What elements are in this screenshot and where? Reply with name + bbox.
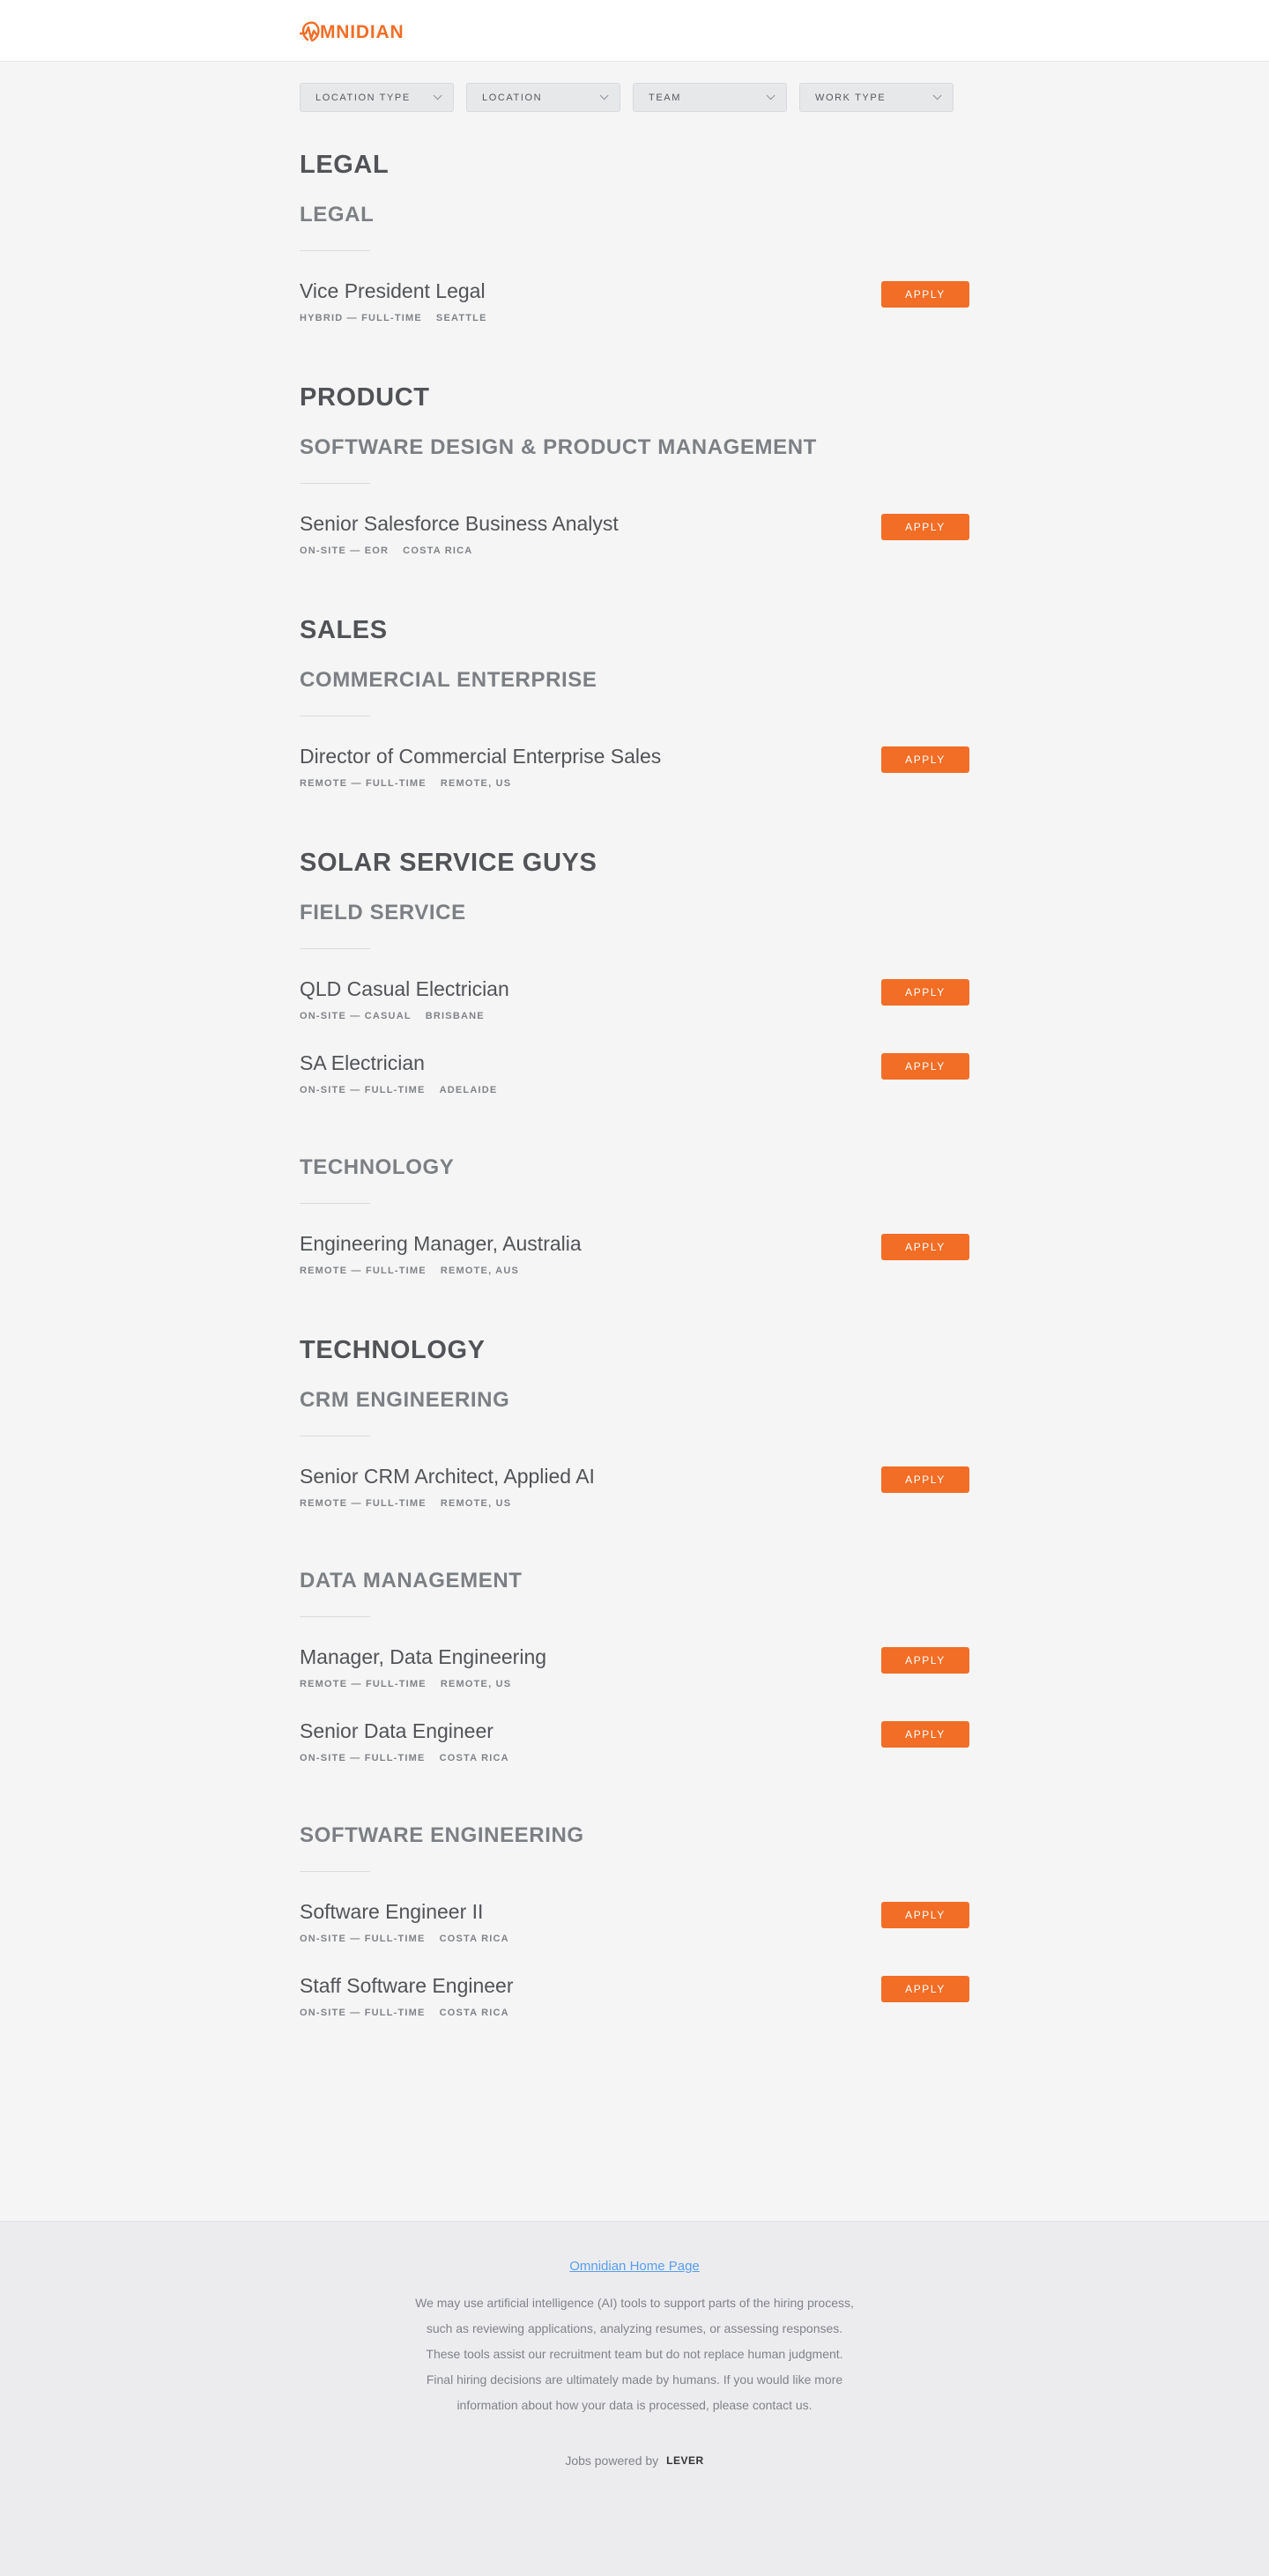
- job-categories: [300, 2008, 969, 2018]
- department-title: SOLAR SERVICE GUYS: [300, 849, 597, 877]
- apply-button[interactable]: APPLY: [881, 1053, 969, 1080]
- job-posting: [300, 1647, 969, 1721]
- job-categories: [300, 778, 969, 789]
- team-software-engineering: [300, 1825, 969, 2050]
- apply-button[interactable]: APPLY: [881, 1234, 969, 1260]
- job-title-link[interactable]: Senior CRM Architect, Applied AI: [300, 1465, 595, 1488]
- job-location: REMOTE, US: [440, 778, 512, 789]
- job-posting: [300, 1902, 969, 1976]
- job-location: COSTA RICA: [439, 2008, 509, 2018]
- filter-work-type[interactable]: [799, 83, 954, 112]
- lever-logo[interactable]: LEVER: [666, 2454, 704, 2467]
- job-posting: [300, 1234, 969, 1308]
- chevron-down-icon: [767, 91, 776, 100]
- job-categories: [300, 1085, 969, 1095]
- team-technology: [300, 1157, 969, 1308]
- job-title-link[interactable]: Vice President Legal: [300, 279, 486, 302]
- job-title-link[interactable]: Staff Software Engineer: [300, 1974, 514, 1997]
- job-categories: [300, 1266, 969, 1276]
- job-commitment: REMOTE — FULL-TIME: [300, 1498, 427, 1509]
- job-commitment: ON-SITE — FULL-TIME: [300, 1085, 426, 1095]
- top-bar: [0, 0, 1269, 62]
- job-categories: [300, 1011, 969, 1021]
- team-divider: [300, 948, 370, 949]
- filter-label: LOCATION: [482, 92, 543, 103]
- job-commitment: REMOTE — FULL-TIME: [300, 778, 427, 789]
- team-software-design: [300, 437, 969, 588]
- team-title: SOFTWARE ENGINEERING: [300, 1823, 584, 1847]
- job-commitment: REMOTE — FULL-TIME: [300, 1266, 427, 1276]
- team-divider: [300, 1203, 370, 1204]
- job-title-link[interactable]: SA Electrician: [300, 1051, 425, 1074]
- apply-button[interactable]: APPLY: [881, 1466, 969, 1493]
- job-posting: [300, 746, 969, 820]
- chevron-down-icon: [600, 91, 609, 100]
- job-commitment: ON-SITE — EOR: [300, 546, 390, 556]
- apply-button[interactable]: APPLY: [881, 514, 969, 540]
- team-title: COMMERCIAL ENTERPRISE: [300, 668, 597, 692]
- department-solar-service-guys: [300, 850, 969, 1308]
- job-posting: [300, 1466, 969, 1540]
- team-divider: [300, 483, 370, 484]
- apply-button[interactable]: APPLY: [881, 1902, 969, 1928]
- job-location: REMOTE, US: [440, 1679, 512, 1689]
- filter-label: TEAM: [649, 92, 681, 103]
- job-title-link[interactable]: Director of Commercial Enterprise Sales: [300, 745, 662, 768]
- team-data-management: [300, 1570, 969, 1795]
- job-location: COSTA RICA: [439, 1934, 509, 1944]
- job-posting: [300, 514, 969, 588]
- job-commitment: REMOTE — FULL-TIME: [300, 1679, 427, 1689]
- filter-location-type[interactable]: [300, 83, 454, 112]
- team-field-service: [300, 902, 969, 1127]
- job-title-link[interactable]: Software Engineer II: [300, 1900, 484, 1923]
- job-posting: [300, 1721, 969, 1795]
- apply-button[interactable]: APPLY: [881, 979, 969, 1006]
- job-posting: [300, 1976, 969, 2050]
- team-divider: [300, 1616, 370, 1617]
- job-commitment: ON-SITE — CASUAL: [300, 1011, 412, 1021]
- job-location: REMOTE, US: [440, 1498, 512, 1509]
- job-commitment: ON-SITE — FULL-TIME: [300, 2008, 426, 2018]
- filter-team[interactable]: [633, 83, 787, 112]
- job-categories: [300, 1934, 969, 1944]
- job-location: COSTA RICA: [439, 1753, 509, 1763]
- team-commercial-enterprise: [300, 670, 969, 820]
- ai-notice: We may use artificial intelligence (AI) tools to support parts of the hiring process, such as reviewing applications, analyzing resumes, or assessing responses. These tools assist our recruitment team but do not replace human judgment. Final hiring decisions are ultimately made by humans. If you would like more information about how your data is processed, please contact us.: [415, 2296, 854, 2412]
- team-divider: [300, 1871, 370, 1872]
- chevron-down-icon: [434, 91, 442, 100]
- team-title: FIELD SERVICE: [300, 901, 466, 924]
- svg-text:MNIDIAN: MNIDIAN: [320, 22, 404, 42]
- job-categories: [300, 1679, 969, 1689]
- apply-button[interactable]: APPLY: [881, 281, 969, 308]
- job-title-link[interactable]: Manager, Data Engineering: [300, 1645, 547, 1668]
- team-legal: [300, 204, 969, 355]
- team-title: SOFTWARE DESIGN & PRODUCT MANAGEMENT: [300, 435, 817, 459]
- team-divider: [300, 250, 370, 251]
- job-title-link[interactable]: Senior Data Engineer: [300, 1719, 494, 1742]
- powered-by: [565, 2454, 703, 2468]
- department-title: TECHNOLOGY: [300, 1336, 486, 1364]
- job-posting: [300, 979, 969, 1053]
- filter-label: LOCATION TYPE: [315, 92, 411, 103]
- apply-button[interactable]: APPLY: [881, 1721, 969, 1748]
- department-title: SALES: [300, 616, 388, 644]
- job-title-link[interactable]: Senior Salesforce Business Analyst: [300, 512, 619, 535]
- department-product: [300, 385, 969, 588]
- job-location: SEATTLE: [435, 313, 487, 323]
- team-title: LEGAL: [300, 203, 375, 226]
- job-commitment: HYBRID — FULL-TIME: [300, 313, 422, 323]
- filter-location[interactable]: [466, 83, 620, 112]
- department-title: LEGAL: [300, 151, 390, 179]
- job-location: REMOTE, AUS: [440, 1266, 519, 1276]
- job-categories: [300, 1753, 969, 1763]
- team-title: TECHNOLOGY: [300, 1155, 455, 1179]
- omnidian-logo-mark: [300, 15, 434, 47]
- job-categories: [300, 313, 969, 323]
- chevron-down-icon: [933, 91, 942, 100]
- team-title: DATA MANAGEMENT: [300, 1569, 523, 1592]
- page-footer: [0, 2221, 1269, 2576]
- powered-by-label: Jobs powered by: [565, 2454, 659, 2468]
- apply-button[interactable]: APPLY: [881, 1647, 969, 1674]
- apply-button[interactable]: APPLY: [881, 1976, 969, 2002]
- job-posting: [300, 281, 969, 355]
- team-crm-engineering: [300, 1390, 969, 1540]
- job-commitment: ON-SITE — FULL-TIME: [300, 1934, 426, 1944]
- department-technology: [300, 1338, 969, 2050]
- job-location: ADELAIDE: [439, 1085, 498, 1095]
- department-title: PRODUCT: [300, 383, 430, 412]
- job-location: COSTA RICA: [403, 546, 473, 556]
- job-categories: [300, 546, 969, 556]
- apply-button[interactable]: APPLY: [881, 746, 969, 773]
- department-legal: [300, 152, 969, 355]
- department-sales: [300, 618, 969, 820]
- filter-bar: [300, 62, 969, 112]
- job-title-link[interactable]: QLD Casual Electrician: [300, 977, 509, 1000]
- job-title-link[interactable]: Engineering Manager, Australia: [300, 1232, 582, 1255]
- filter-label: WORK TYPE: [815, 92, 887, 103]
- job-categories: [300, 1498, 969, 1509]
- job-commitment: ON-SITE — FULL-TIME: [300, 1753, 426, 1763]
- omnidian-logo[interactable]: [300, 0, 434, 62]
- job-posting: [300, 1053, 969, 1127]
- team-title: CRM ENGINEERING: [300, 1388, 510, 1412]
- home-page-link[interactable]: Omnidian Home Page: [569, 2259, 700, 2274]
- job-location: BRISBANE: [425, 1011, 485, 1021]
